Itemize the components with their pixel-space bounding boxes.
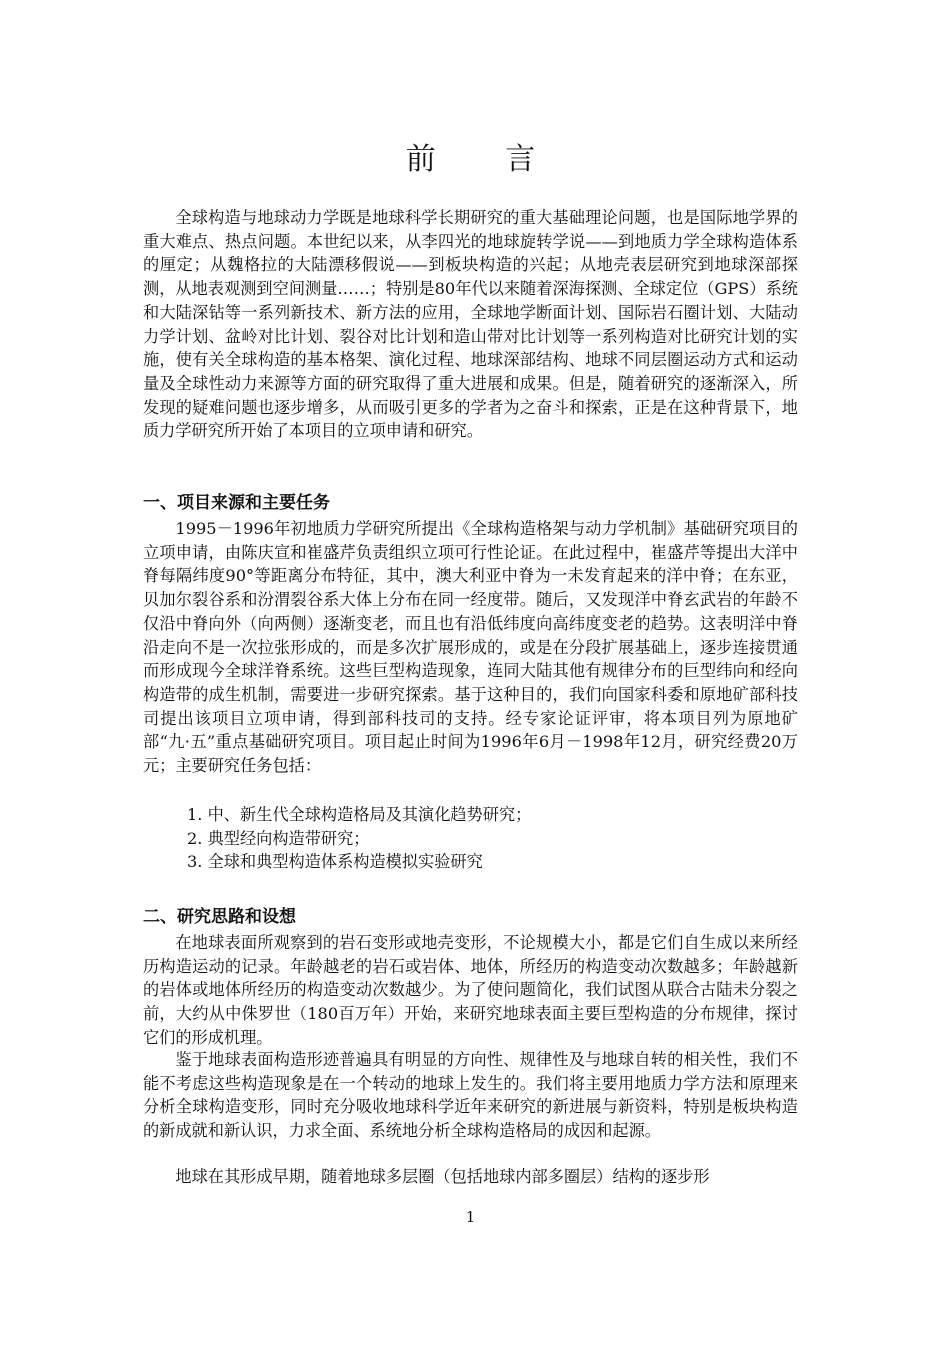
section-2-paragraph-3: 地球在其形成早期，随着地球多层圈（包括地球内部多圈层）结构的逐步形: [175, 1167, 710, 1186]
page-title: 前 言: [405, 142, 566, 177]
section-1-heading: 一、项目来源和主要任务: [143, 493, 330, 513]
section-1-paragraph: 1995－1996年初地质力学研究所提出《全球构造格架与动力学机制》基础研究项目的立项申请，由陈庆宣和崔盛芹负责组织立项可行性论证。在此过程中，崔盛芹等提出大洋中脊每隔纬度90°等距离分布特征，其中，澳大利亚中脊为一未发育起来的洋中脊；在东亚，贝加尔裂谷系和汾渭裂谷系大体上分布在同一经度带。随后，又发现洋中脊玄武岩的年龄不仅沿中脊向外（向两侧）逐渐变老，而且也有沿低纬度向高纬度变老的趋势。这表明洋中脊沿走向不是一次拉张形成的，而是多次扩展形成的，或是在分段扩展基础上，逐步连接贯通而形成现今全球洋脊系统。这些巨型构造现象，连同大陆其他有规律分布的巨型纬向和经向构造带的成生机制，需要进一步研究探索。基于这种目的，我们向国家科委和原地矿部科技司提出该项目立项申请，得到部科技司的支持。经专家论证评审，将本项目列为原地矿部“九·五”重点基础研究项目。项目起止时间为1996年6月－1998年12月，研究经费20万元；主要研究任务包括：: [143, 519, 798, 776]
list-item: 1. 中、新生代全球构造格局及其演化趋势研究；: [187, 805, 532, 824]
intro-paragraph: 全球构造与地球动力学既是地球科学长期研究的重大基础理论问题，也是国际地学界的重大难点、热点问题。本世纪以来，从李四光的地球旋转学说——到地质力学全球构造体系的厘定；从魏格拉的大陆漂移假说——到板块构造的兴起；从地壳表层研究到地球深部探测，从地表观测到空间测量……；特别是80年代以来随着深海探测、全球定位（GPS）系统和大陆深钻等一系列新技术、新方法的应用，全球地学断面计划、国际岩石圈计划、大陆动力学计划、盆岭对比计划、裂谷对比计划和造山带对比计划等一系列构造对比研究计划的实施，使有关全球构造的基本格架、演化过程、地球深部结构、地球不同层圈运动方式和运动量及全球性动力来源等方面的研究取得了重大进展和成果。但是，随着研究的逐渐深入，所发现的疑难问题也逐步增多，从而吸引更多的学者为之奋斗和探索，正是在这种背景下，地质力学研究所开始了本项目的立项申请和研究。: [143, 208, 798, 441]
list-item: 2. 典型经向构造带研究；: [187, 828, 370, 848]
section-2-paragraph-1: 在地球表面所观察到的岩石变形或地壳变形，不论规模大小，都是它们自生成以来所经历构造运动的记录。年龄越老的岩石或岩体、地体，所经历的构造变动次数越多；年龄越新的岩体或地体所经历的构造变动次数越少。为了使问题简化，我们试图从联合古陆未分裂之前，大约从中侏罗世（180百万年）开始，来研究地球表面主要巨型构造的分布规律，探讨它们的形成机理。: [143, 933, 798, 1047]
list-item: 3. 全球和典型构造体系构造模拟实验研究: [187, 852, 483, 872]
task-list: [187, 803, 798, 874]
section-2-heading: 二、研究思路和设想: [143, 907, 296, 927]
page-number: 1: [465, 1208, 476, 1226]
section-2-paragraph-2: 鉴于地球表面构造形迹普遍具有明显的方向性、规律性及与地球自转的相关性，我们不能不考虑这些构造现象是在一个转动的地球上发生的。我们将主要用地质力学方法和原理来分析全球构造变形，同时充分吸收地球科学近年来研究的新进展与新资料，特别是板块构造的新成就和新认识，力求全面、系统地分析全球构造格局的成因和起源。: [143, 1050, 798, 1141]
